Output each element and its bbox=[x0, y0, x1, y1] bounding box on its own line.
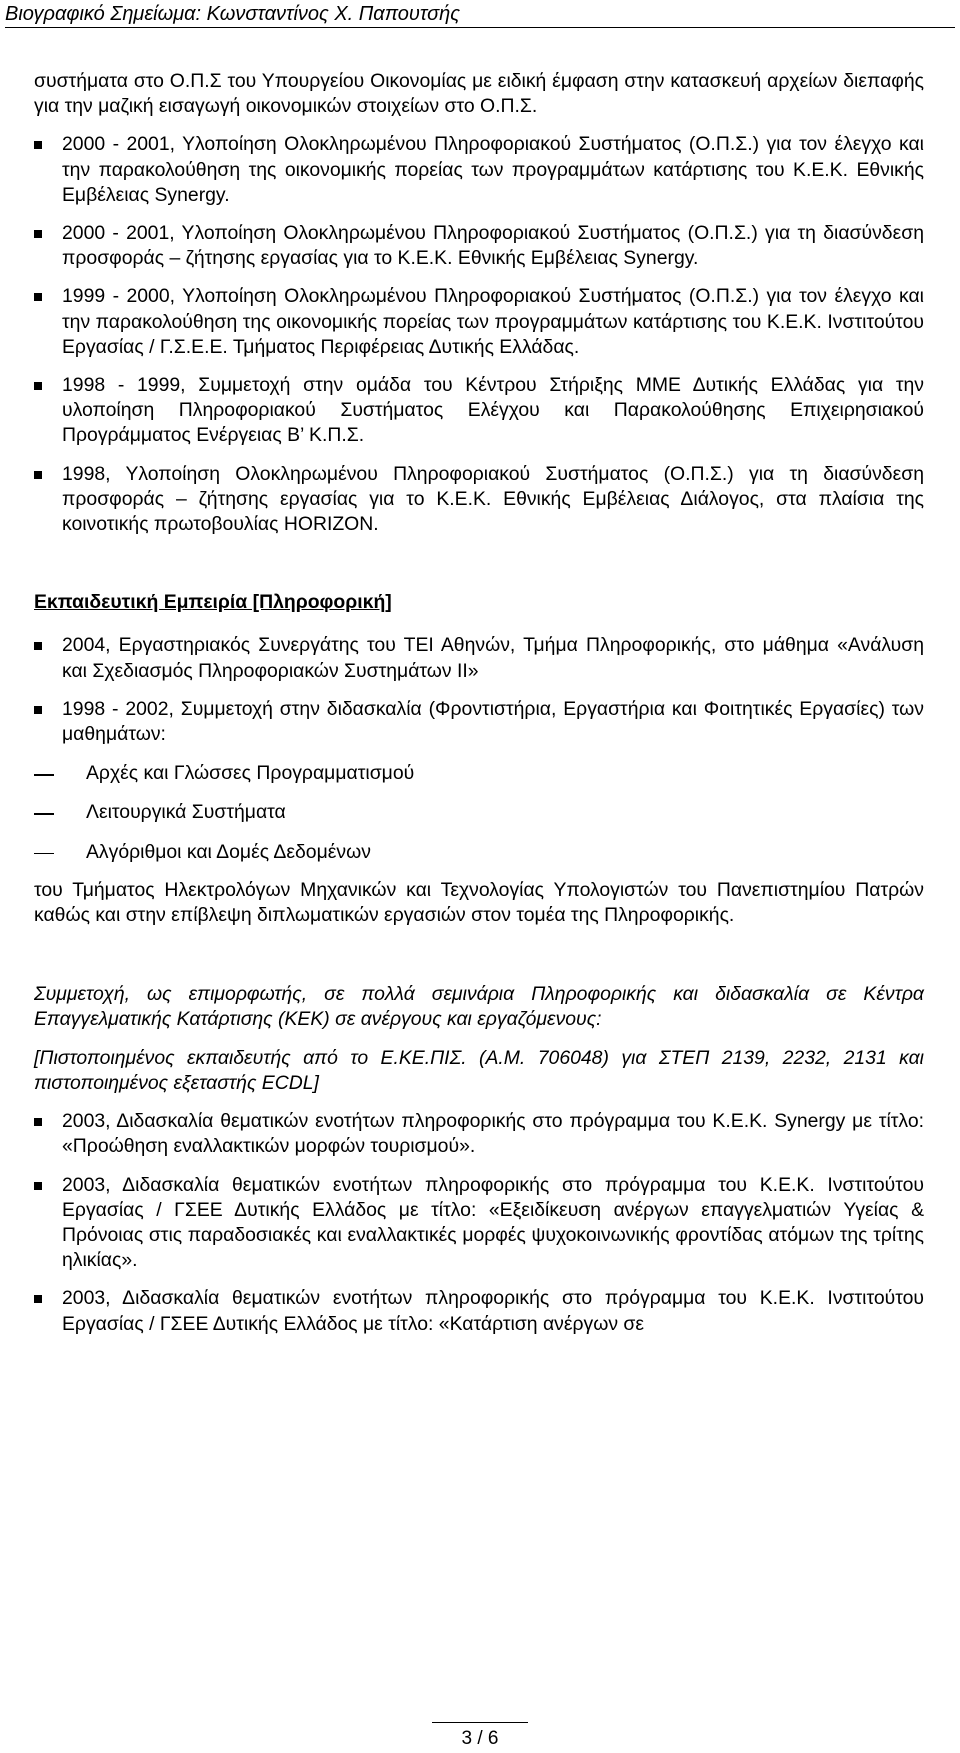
header-divider bbox=[5, 27, 955, 28]
square-bullet-icon bbox=[34, 1182, 42, 1190]
list-item-text: 2003, Διδασκαλία θεματικών ενοτήτων πληροφορικής στο πρόγραμμα του Κ.Ε.Κ. Ινστιτούτου Εργασίας / ΓΣΕΕ Δυτικής Ελλάδος με τίτλο: «Κατάρτιση ανέργων σε bbox=[62, 1287, 924, 1335]
course-item bbox=[34, 761, 924, 786]
square-bullet-icon bbox=[34, 471, 42, 479]
section-title-teaching: Εκπαιδευτική Εμπειρία [Πληροφορική] bbox=[34, 591, 392, 614]
square-bullet-icon bbox=[34, 706, 42, 714]
footer-divider bbox=[432, 1722, 528, 1723]
dash-bullet-icon bbox=[34, 813, 54, 815]
list-item-text: 1998 - 1999, Συμμετοχή στην ομάδα του Κέντρου Στήριξης ΜΜΕ Δυτικής Ελλάδας για την υλοποίηση Πληροφοριακού Συστήματος Ελέγχου και Παρακολούθησης Επιχειρησιακού Προγράμματος Ενέργειας Β’ Κ.Π.Σ. bbox=[62, 374, 924, 447]
list-item bbox=[34, 221, 924, 271]
square-bullet-icon bbox=[34, 141, 42, 149]
list-item bbox=[34, 697, 924, 747]
square-bullet-icon bbox=[34, 1118, 42, 1126]
course-name: Αλγόριθμοι και Δομές Δεδομένων bbox=[86, 840, 371, 863]
list-item-text: 2000 - 2001, Υλοποίηση Ολοκληρωμένου Πληροφοριακού Συστήματος (Ο.Π.Σ.) για τον έλεγχο και την παρακολούθηση της οικονομικής πορείας των προγραμμάτων κατάρτισης του Κ.Ε.Κ. Εθνικής Εμβέλειας Synergy. bbox=[62, 133, 924, 206]
page-number: 3 / 6 bbox=[461, 1728, 499, 1749]
course-name: Αρχές και Γλώσσες Προγραμματισμού bbox=[86, 762, 415, 785]
certification-note: [Πιστοποιημένος εκπαιδευτής από το Ε.ΚΕ.ΠΙΣ. (Α.Μ. 706048) για ΣΤΕΠ 2139, 2232, 2131 και πιστοποιημένος εξεταστής ECDL] bbox=[34, 1046, 924, 1094]
header-title: Βιογραφικό Σημείωμα: Κωνσταντίνος Χ. Παπουτσής bbox=[5, 3, 461, 25]
list-item-text: 1999 - 2000, Υλοποίηση Ολοκληρωμένου Πληροφοριακού Συστήματος (Ο.Π.Σ.) για τον έλεγχο και την παρακολούθηση της οικονομικής πορείας των προγραμμάτων κατάρτισης του Κ.Ε.Κ. Ινστιτούτου Εργασίας / Γ.Σ.Ε.Ε. Τμήματος Περιφέρειας Δυτικής Ελλάδας. bbox=[62, 285, 924, 358]
dash-bullet-icon bbox=[34, 853, 54, 855]
square-bullet-icon bbox=[34, 382, 42, 390]
list-item bbox=[34, 284, 924, 360]
list-item-text: 1998, Υλοποίηση Ολοκληρωμένου Πληροφοριακού Συστήματος (Ο.Π.Σ.) για τη διασύνδεση προσφοράς – ζήτησης εργασίας για το Κ.Ε.Κ. Εθνικής Εμβέλειας Διάλογος, στα πλαίσια της κοινοτικής πρωτοβουλίας HORIZON. bbox=[62, 462, 924, 536]
course-item bbox=[34, 800, 924, 825]
intro-paragraph: συστήματα στο Ο.Π.Σ του Υπουργείου Οικονομίας με ειδική έμφαση στην κατασκευή αρχείων διεπαφής για την μαζική εισαγωγή οικονομικών στοιχείων στο Ο.Π.Σ. bbox=[34, 70, 924, 118]
list-item bbox=[34, 1109, 924, 1159]
list-item-text: 2004, Εργαστηριακός Συνεργάτης του ΤΕΙ Αθηνών, Τμήμα Πληροφορικής, στο μάθημα «Ανάλυση και Σχεδιασμός Πληροφοριακών Συστημάτων ΙΙ» bbox=[62, 634, 924, 682]
list-item-text: 1998 - 2002, Συμμετοχή στην διδασκαλία (Φροντιστήρια, Εργαστήρια και Φοιτητικές Εργασίες) των μαθημάτων: bbox=[62, 697, 924, 746]
list-item-text: 2003, Διδασκαλία θεματικών ενοτήτων πληροφορικής στο πρόγραμμα του Κ.Ε.Κ. Synergy με τίτλο: «Προώθηση εναλλακτικών μορφών τουρισμού». bbox=[62, 1110, 924, 1158]
list-item-text: 2000 - 2001, Υλοποίηση Ολοκληρωμένου Πληροφοριακού Συστήματος (Ο.Π.Σ.) για τη διασύνδεση προσφοράς – ζήτησης εργασίας για το Κ.Ε.Κ. Εθνικής Εμβέλειας Synergy. bbox=[62, 222, 924, 270]
course-item bbox=[34, 840, 924, 865]
square-bullet-icon bbox=[34, 230, 42, 238]
list-item bbox=[34, 462, 924, 538]
square-bullet-icon bbox=[34, 642, 42, 650]
trainer-intro: Συμμετοχή, ως επιμορφωτής, σε πολλά σεμινάρια Πληροφορικής και διδασκαλία σε Κέντρα Επαγγελματικής Κατάρτισης (ΚΕΚ) σε ανέργους και εργαζόμενους: bbox=[34, 983, 924, 1031]
list-item bbox=[34, 132, 924, 208]
list-item bbox=[34, 1286, 924, 1336]
document-body bbox=[34, 69, 924, 1337]
course-name: Λειτουργικά Συστήματα bbox=[86, 801, 286, 824]
teaching-closing-paragraph: του Τμήματος Ηλεκτρολόγων Μηχανικών και Τεχνολογίας Υπολογιστών του Πανεπιστημίου Πατρών καθώς και στην επίβλεψη διπλωματικών εργασιών στον τομέα της Πληροφορικής. bbox=[34, 878, 924, 927]
square-bullet-icon bbox=[34, 1295, 42, 1303]
list-item bbox=[34, 373, 924, 449]
dash-bullet-icon bbox=[34, 774, 54, 776]
list-item bbox=[34, 1173, 924, 1274]
list-item-text: 2003, Διδασκαλία θεματικών ενοτήτων πληροφορικής στο πρόγραμμα του Κ.Ε.Κ. Ινστιτούτου Εργασίας / ΓΣΕΕ Δυτικής Ελλάδος με τίτλο: «Εξειδίκευση ανέργων επαγγελματιών Υγείας & Πρόνοιας στις παραδοσιακές και εναλλακτικές μορφές ψυχοκοινωνικής φροντίδας ατόμων της τρίτης ηλικίας». bbox=[62, 1173, 924, 1272]
list-item bbox=[34, 633, 924, 683]
page-header bbox=[0, 0, 960, 28]
square-bullet-icon bbox=[34, 293, 42, 301]
